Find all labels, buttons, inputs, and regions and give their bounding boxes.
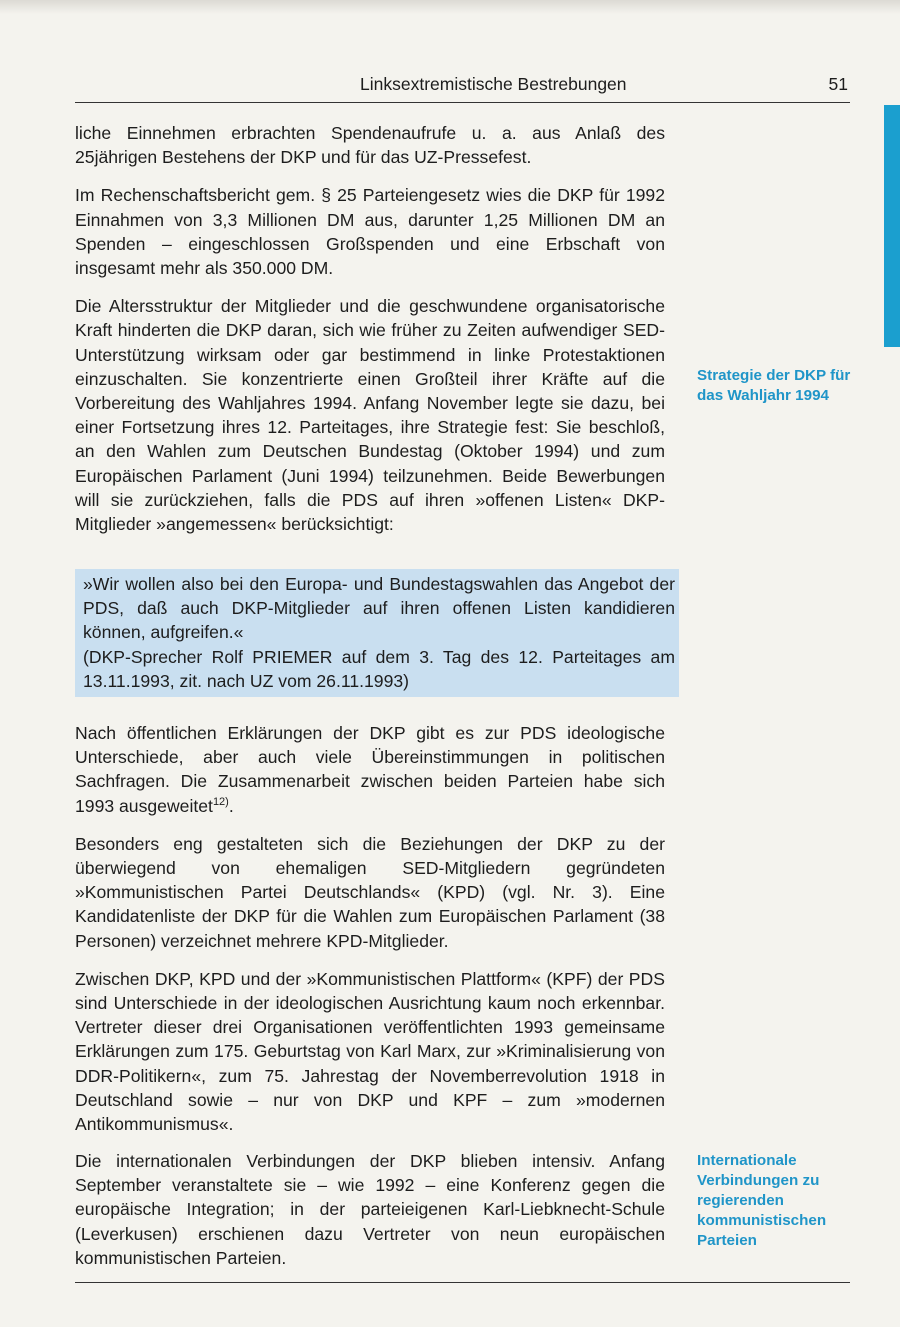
- footer-rule: [75, 1282, 850, 1283]
- paragraph-4: [75, 721, 665, 818]
- page-number: 51: [828, 74, 848, 94]
- paragraph-5: Besonders eng gestalteten sich die Beziehungen der DKP zu der überwiegend von ehemaligen SED-Mitgliedern gegründeten »Kommunistischen Partei Deutschlands« (KPD) (vgl. Nr. 3). Eine Kandidatenliste der DKP für die Wahlen zum Europäischen Parlament (38 Personen) verzeichnet mehrere KPD-Mitglieder.: [75, 833, 665, 951]
- chapter-marker-bar: [884, 105, 900, 347]
- paragraph-2: Im Rechenschaftsbericht gem. § 25 Parteiengesetz wies die DKP für 1992 Einnahmen von 3,3 Millionen DM aus, darunter 1,25 Millionen DM an Spenden – eingeschlossen Großspenden und eine Erbschaft von insgesamt mehr als 350.000 DM.: [75, 185, 665, 279]
- body-text-bottom: [75, 1149, 665, 1270]
- body-text-top: [75, 121, 665, 550]
- running-title: Linksextremistische Bestrebungen: [360, 74, 627, 94]
- footnote-ref: 12): [212, 795, 229, 808]
- quote-box: [75, 569, 679, 697]
- paragraph-4-text: Nach öffentlichen Erklärungen der DKP gibt es zur PDS ideologische Unterschiede, aber auch viele Übereinstimmungen in politischen Sachfragen. Die Zusammenarbeit zwischen beiden Parteien habe sich 1993 ausgeweitet: [75, 723, 665, 816]
- paragraph-4-end: .: [228, 795, 234, 816]
- margin-note-international: Internationale Verbindungen zu regierenden kommunistischen Parteien: [697, 1152, 827, 1249]
- body-text-middle: [75, 721, 665, 1150]
- paragraph-6: Zwischen DKP, KPD und der »Kommunistischen Plattform« (KPF) der PDS sind Unterschiede in der ideologischen Ausrichtung kaum noch erkennbar. Vertreter dieser drei Organisationen veröffentlichten 1993 gemeinsame Erklärungen zum 175. Geburtstag von Karl Marx, zur »Kriminalisierung von DDR-Politikern«, zum 75. Jahrestag der Novemberrevolution 1918 in Deutschland sowie – nur von DKP und KPF – zum »modernen Antikommunismus«.: [75, 968, 665, 1135]
- paragraph-7: Die internationalen Verbindungen der DKP blieben intensiv. Anfang September veranstaltete sie – wie 1992 – eine Konferenz gegen die europäische Integration; in der parteieigenen Karl-Liebknecht-Schule (Leverkusen) erschienen dazu Vertreter von neun europäischen kommunistischen Parteien.: [75, 1151, 665, 1268]
- margin-note-strategy: Strategie der DKP für das Wahljahr 1994: [697, 367, 851, 404]
- paragraph-3: Die Altersstruktur der Mitglieder und die geschwundene organisatorische Kraft hinderten die DKP daran, sich wie früher zu Zeiten aufwendiger SED-Unterstützung wirksam oder gar bestimmend in linke Protestaktionen einzuschalten. Sie konzentrierte einen Großteil ihrer Kräfte auf die Vorbereitung des Wahljahres 1994. Anfang November legte sie dazu, bei einer Fortsetzung ihres 12. Parteitages, ihre Strategie fest: Sie beschloß, an den Wahlen zum Deutschen Bundestag (Oktober 1994) und zum Europäischen Parlament (Juni 1994) teilzunehmen. Beide Bewerbungen will sie zurückziehen, falls die PDS auf ihren »offenen Listen« DKP-Mitglieder »angemessen« berücksichtigt:: [75, 296, 665, 535]
- quote-text: »Wir wollen also bei den Europa- und Bundestagswahlen das Angebot der PDS, daß auch DKP-Mitglieder auf ihren offenen Listen kandidieren können, aufgreifen.«: [83, 574, 675, 643]
- running-header: [75, 74, 850, 103]
- paragraph-1: liche Einnehmen erbrachten Spendenaufrufe u. a. aus Anlaß des 25jährigen Bestehens der DKP und für das UZ-Pressefest.: [75, 123, 665, 168]
- page-top-shadow: [0, 0, 900, 14]
- quote-source: (DKP-Sprecher Rolf PRIEMER auf dem 3. Tag des 12. Parteitages am 13.11.1993, zit. nach UZ vom 26.11.1993): [83, 646, 675, 691]
